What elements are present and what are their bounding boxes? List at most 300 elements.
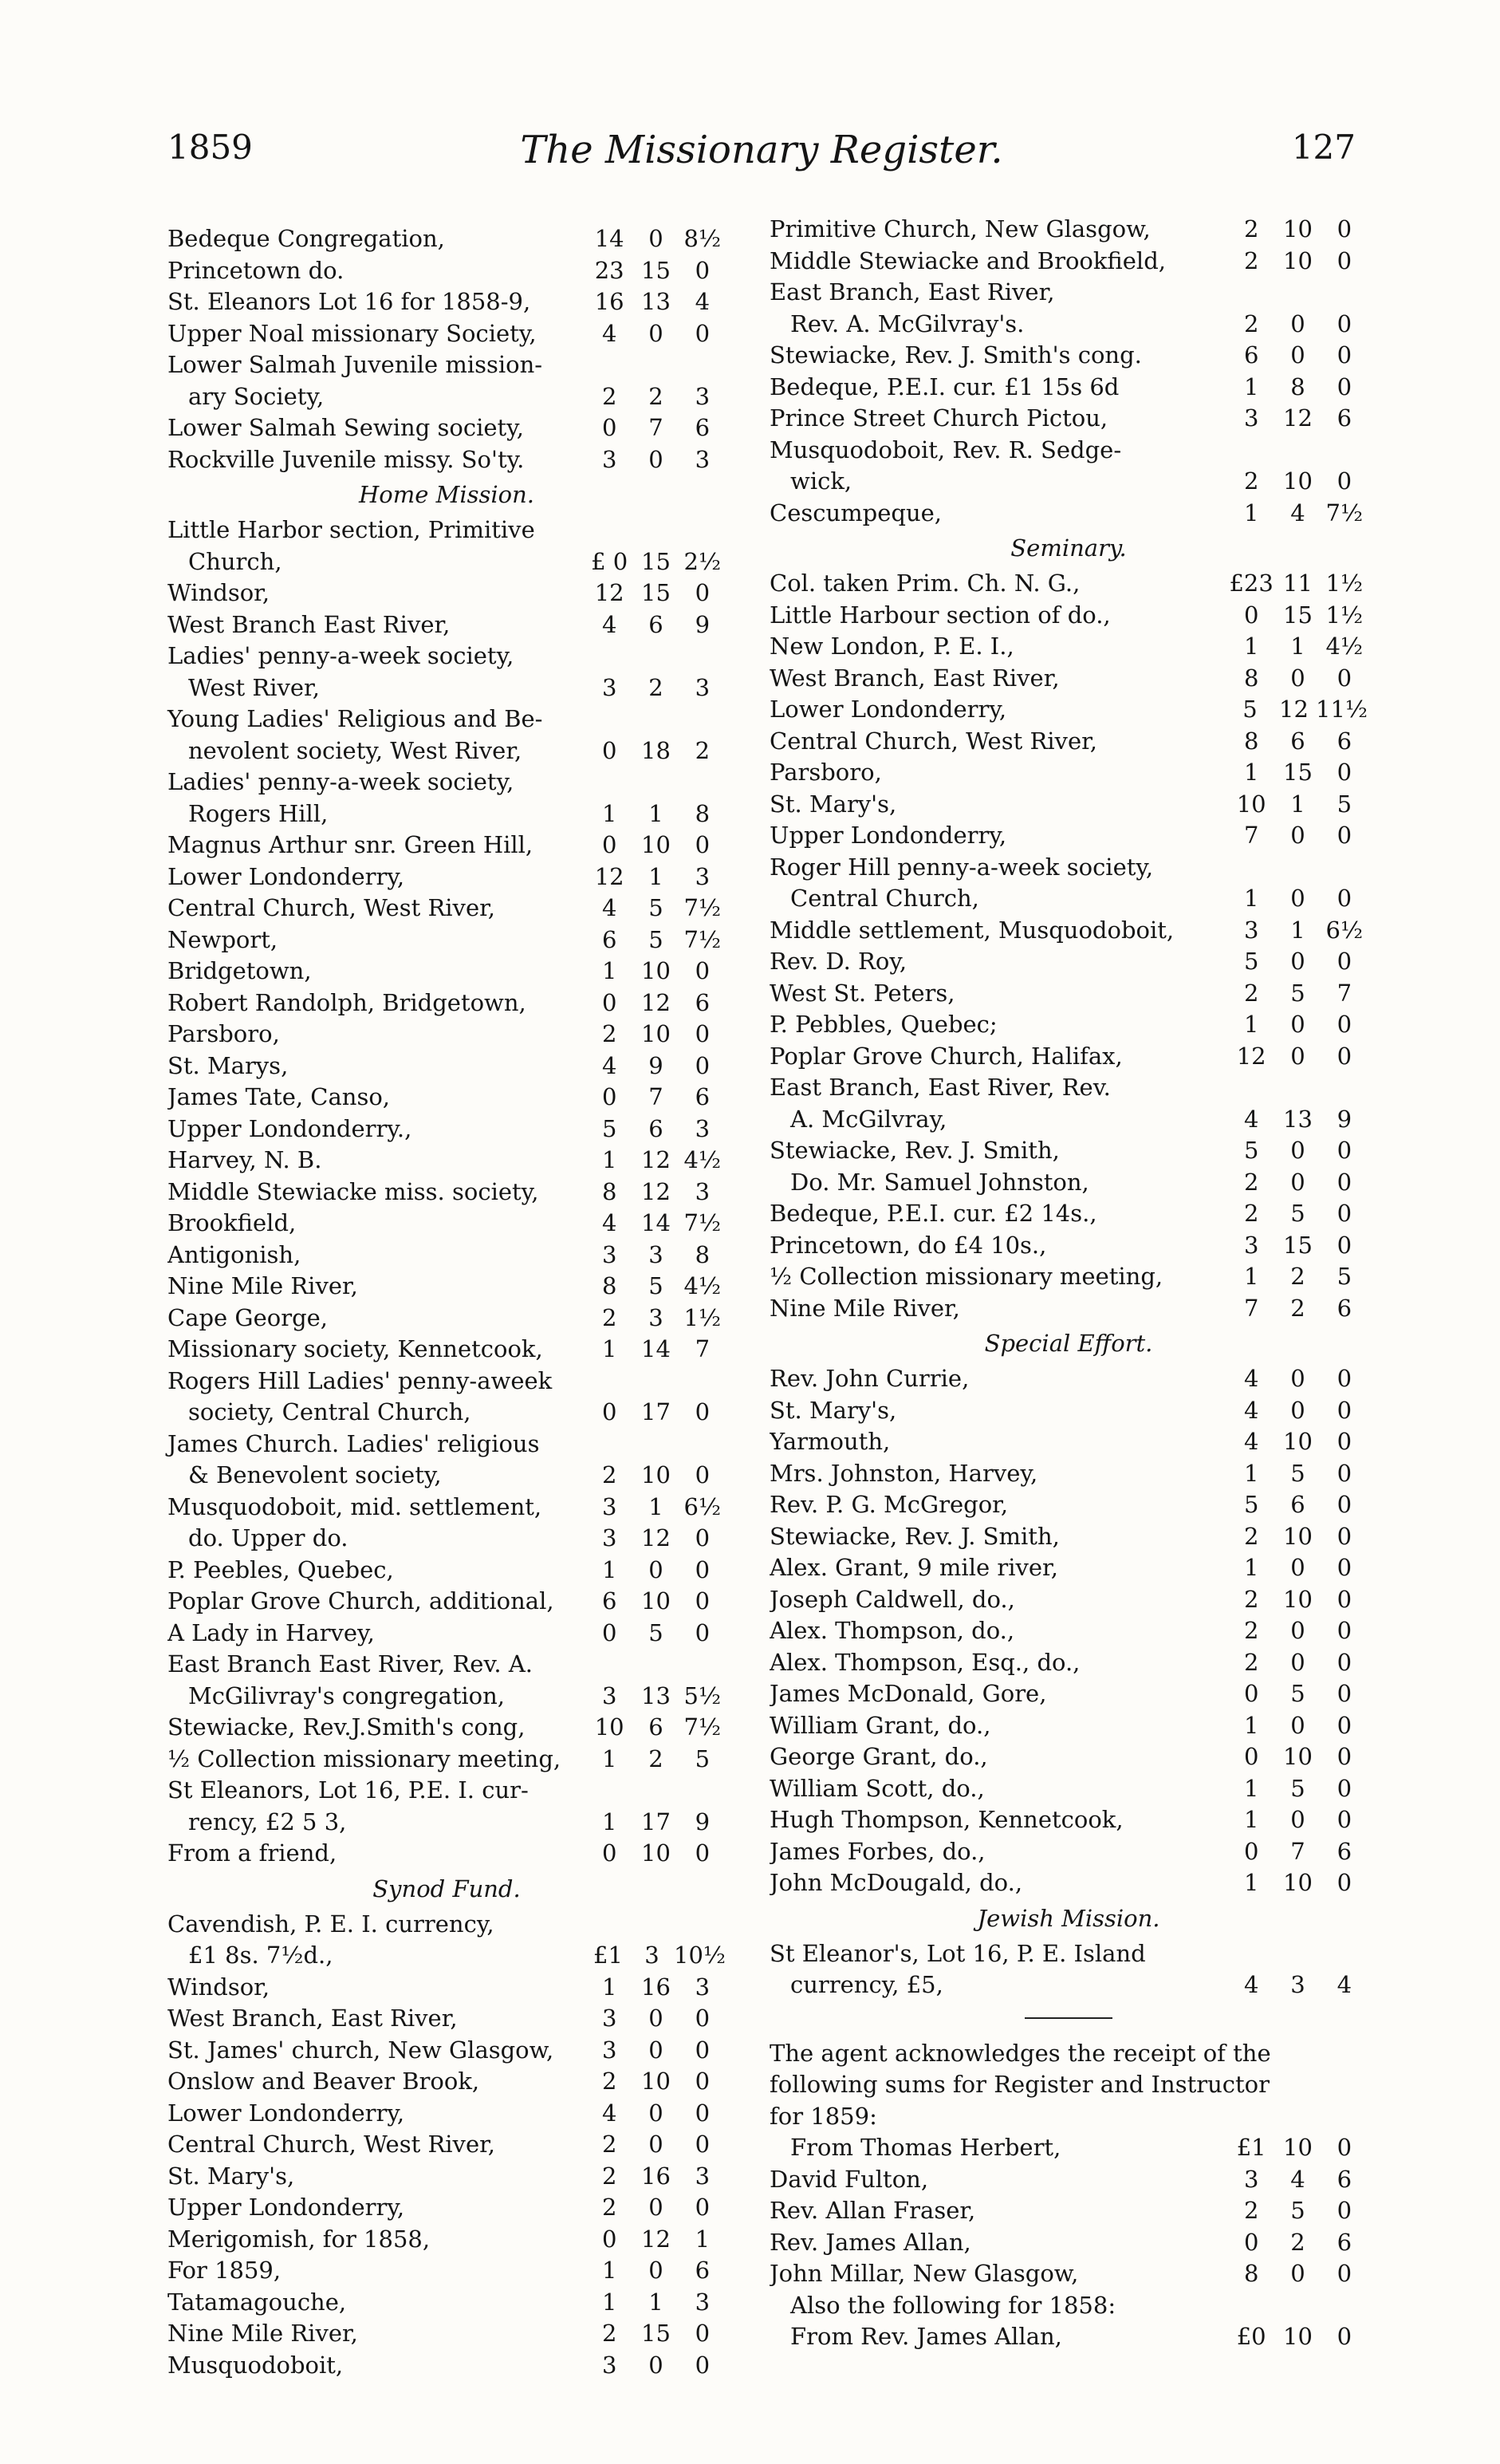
entry-amount — [1228, 631, 1368, 663]
entry-row — [167, 2255, 726, 2287]
entry-label: Stewiacke, Rev. J. Smith, — [770, 1137, 1060, 1164]
amount-pounds: 14 — [594, 225, 624, 252]
entry-amount — [586, 1051, 726, 1082]
entry-amount — [586, 546, 726, 578]
entry-label: Do. Mr. Samuel Johnston, — [790, 1168, 1089, 1196]
amount-pounds: 3 — [601, 673, 617, 701]
amount-shillings: 5 — [648, 894, 663, 921]
entry-amount — [586, 609, 726, 641]
amount-pounds: £23 — [1229, 570, 1274, 597]
entry-line: James Church. Ladies' religious — [167, 1429, 540, 1457]
amount-pence: 0 — [695, 2131, 711, 2158]
amount-pounds: 4 — [601, 2099, 617, 2127]
amount-pounds: 4 — [1243, 1428, 1259, 1455]
amount-pence: 5 — [1337, 790, 1352, 818]
amount-pence: 0 — [1337, 341, 1352, 369]
entry-label: William Grant, do., — [770, 1711, 991, 1739]
entry-amount — [1228, 1584, 1368, 1616]
amount-shillings: 12 — [641, 1146, 671, 1173]
amount-pounds: 1 — [601, 1808, 617, 1835]
amount-pence: 3 — [695, 862, 711, 890]
entry-amount — [586, 2192, 726, 2224]
amount-shillings: 12 — [641, 1524, 671, 1551]
entry-amount — [586, 1114, 726, 1145]
amount-shillings: 0 — [648, 225, 663, 252]
amount-pence: 0 — [695, 2099, 711, 2127]
amount-pounds: 0 — [1243, 1680, 1259, 1707]
section-heading: Seminary. — [1010, 534, 1127, 562]
entry-amount — [1228, 1293, 1368, 1325]
amount-shillings: 1 — [1290, 790, 1305, 818]
amount-shillings: 12 — [1283, 404, 1313, 432]
entry-label: St. Mary's, — [167, 2162, 295, 2190]
amount-pounds: 1 — [1243, 633, 1259, 660]
entry-amount — [586, 2350, 726, 2382]
amount-shillings: 4 — [1290, 499, 1305, 526]
entry-row — [167, 924, 726, 956]
entry-row — [770, 1104, 1368, 1136]
entry-amount — [586, 735, 726, 767]
entry-row — [167, 1940, 726, 1972]
entry-row — [167, 956, 726, 988]
amount-pounds: 2 — [1243, 979, 1259, 1007]
entry-label: Rev. James Allan, — [770, 2228, 971, 2256]
entry-row — [770, 1489, 1368, 1521]
entry-amount — [1228, 600, 1368, 632]
entry-row — [167, 1460, 726, 1492]
amount-shillings: 0 — [1290, 1168, 1305, 1196]
amount-pence: 0 — [695, 579, 711, 606]
amount-pence: 0 — [695, 831, 711, 858]
entry-amount — [586, 2035, 726, 2067]
entry-label: Rev. John Currie, — [770, 1365, 970, 1392]
amount-pounds: 2 — [601, 1303, 617, 1331]
entry-row — [770, 946, 1368, 978]
entry-amount — [1228, 1969, 1368, 2001]
amount-shillings: 0 — [648, 445, 663, 473]
entry-line: East Branch, East River, Rev. — [770, 1074, 1111, 1101]
entry-line: Ladies' penny-a-week society, — [167, 768, 514, 795]
amount-shillings: 15 — [1283, 1231, 1313, 1259]
amount-shillings: 15 — [641, 2320, 671, 2347]
entry-row — [167, 412, 726, 444]
entry-amount — [1228, 1261, 1368, 1293]
notice-line: following sums for Register and Instructor — [770, 2071, 1270, 2098]
entry-row — [167, 735, 726, 767]
entry-row — [770, 1261, 1368, 1293]
entry-row — [770, 978, 1368, 1010]
entry-line: Cavendish, P. E. I. currency, — [167, 1910, 494, 1938]
entry-amount — [1228, 789, 1368, 821]
amount-shillings: 0 — [1290, 1396, 1305, 1424]
entry-label: Bridgetown, — [167, 957, 312, 984]
amount-shillings: 5 — [648, 1618, 663, 1646]
amount-pence: 3 — [695, 2288, 711, 2316]
entry-amount — [586, 672, 726, 704]
amount-pounds: 3 — [601, 2036, 617, 2064]
amount-pence: 0 — [1337, 2197, 1352, 2224]
entry-amount — [586, 2098, 726, 2130]
entry-row — [770, 1836, 1368, 1868]
amount-pounds: 2 — [601, 2320, 617, 2347]
amount-shillings: 0 — [648, 2131, 663, 2158]
amount-pence: 0 — [1337, 1869, 1352, 1896]
amount-pounds: 0 — [601, 988, 617, 1016]
entry-row — [770, 1135, 1368, 1167]
entry-amount — [586, 1240, 726, 1271]
amount-pounds: £0 — [1236, 2323, 1266, 2350]
amount-pounds: 12 — [1236, 1042, 1266, 1070]
section-heading: Jewish Mission. — [977, 1904, 1160, 1932]
amount-shillings: 3 — [1290, 1971, 1305, 1998]
entry-row — [770, 568, 1368, 600]
entry-amount — [1228, 694, 1368, 726]
entry-label: Stewiacke, Rev. J. Smith's cong. — [770, 341, 1142, 369]
amount-shillings: 13 — [641, 1681, 671, 1709]
entry-label: James McDonald, Gore, — [770, 1680, 1047, 1707]
entry-amount — [1228, 340, 1368, 372]
entry-row — [167, 830, 726, 861]
amount-pounds: 1 — [1243, 1711, 1259, 1739]
amount-pence: 0 — [1337, 1711, 1352, 1739]
amount-shillings: 0 — [1290, 1137, 1305, 1164]
amount-shillings: 10 — [1283, 215, 1313, 242]
amount-shillings: 10 — [641, 2068, 671, 2095]
amount-pence: 9 — [1337, 1105, 1352, 1133]
entry-row — [770, 1293, 1368, 1325]
entry-amount — [586, 1838, 726, 1870]
amount-pounds: 2 — [1243, 467, 1259, 495]
entry-amount — [586, 286, 726, 318]
entry-amount — [1228, 1678, 1368, 1710]
amount-pence: 7 — [1337, 979, 1352, 1007]
entry-label: Alex. Grant, 9 mile river, — [770, 1554, 1058, 1581]
amount-pounds: 4 — [601, 894, 617, 921]
amount-shillings: 16 — [641, 1973, 671, 2001]
entry-row — [770, 309, 1368, 341]
amount-shillings: 2 — [648, 673, 663, 701]
amount-pounds: 8 — [601, 1272, 617, 1299]
entry-row — [770, 1395, 1368, 1427]
amount-shillings: 18 — [641, 736, 671, 764]
entry-row — [770, 2164, 1368, 2196]
amount-shillings: 0 — [1290, 1011, 1305, 1038]
amount-shillings: 6 — [1290, 1491, 1305, 1518]
entry-label: Mrs. Johnston, Harvey, — [770, 1459, 1038, 1487]
amount-pence: 0 — [695, 1398, 711, 1425]
amount-shillings: 3 — [644, 1942, 659, 1969]
amount-pounds: 3 — [601, 445, 617, 473]
entry-row — [770, 883, 1368, 915]
entry-amount — [586, 1523, 726, 1555]
amount-pence: 6 — [695, 414, 711, 441]
entry-label: do. Upper do. — [188, 1524, 348, 1551]
amount-pounds: 1 — [601, 2257, 617, 2284]
entry-row — [167, 798, 726, 830]
entry-label: Antigonish, — [167, 1240, 301, 1268]
amount-shillings: 2 — [1290, 1263, 1305, 1290]
amount-shillings: 7 — [648, 414, 663, 441]
amount-pence: 0 — [1337, 309, 1352, 337]
entry-line: East Branch, East River, — [770, 278, 1055, 306]
amount-pence: 0 — [1337, 1011, 1352, 1038]
entry-row — [167, 1492, 726, 1524]
amount-pounds: 2 — [601, 2162, 617, 2190]
entry-amount — [586, 861, 726, 893]
amount-pounds: 1 — [1243, 759, 1259, 786]
entry-label: West Branch East River, — [167, 610, 451, 638]
entry-amount — [586, 2287, 726, 2319]
entry-amount — [586, 798, 726, 830]
amount-pence: 0 — [1337, 1137, 1352, 1164]
amount-pounds: 4 — [1243, 1396, 1259, 1424]
entry-row — [167, 1334, 726, 1366]
entry-row — [770, 2321, 1368, 2353]
amount-pounds: 2 — [601, 1020, 617, 1047]
amount-shillings: 14 — [641, 1335, 671, 1362]
entry-row — [167, 1303, 726, 1335]
entry-row — [770, 498, 1368, 530]
amount-pounds: 4 — [601, 1209, 617, 1236]
entry-label: Bedeque Congregation, — [167, 225, 445, 252]
entry-label: Nine Mile River, — [167, 2320, 358, 2347]
notice-line: Also the following for 1858: — [790, 2291, 1116, 2319]
amount-pence: 9 — [695, 1808, 711, 1835]
entry-amount — [1228, 1363, 1368, 1395]
right-column — [770, 214, 1368, 2353]
amount-pounds: 2 — [601, 2131, 617, 2158]
amount-pounds: 8 — [1243, 664, 1259, 692]
amount-shillings: 8 — [1290, 373, 1305, 400]
amount-pounds: 3 — [601, 2351, 617, 2379]
amount-shillings: 14 — [641, 1209, 671, 1236]
entry-label: & Benevolent society, — [188, 1461, 442, 1488]
amount-pounds: 1 — [601, 1973, 617, 2001]
amount-pence: 11½ — [1316, 696, 1368, 723]
entry-row — [770, 340, 1368, 372]
amount-pence: 6 — [1337, 1294, 1352, 1322]
amount-pounds: 1 — [601, 2288, 617, 2316]
entry-amount — [586, 255, 726, 287]
entry-row — [167, 2318, 726, 2350]
amount-shillings: 10 — [1283, 1869, 1313, 1896]
amount-pence: 1½ — [1325, 601, 1364, 629]
entry-row — [770, 372, 1368, 404]
amount-pence: 1 — [695, 2225, 711, 2253]
entry-label: James Tate, Canso, — [167, 1083, 391, 1110]
entry-row — [167, 1681, 726, 1713]
amount-pence: 3 — [695, 2162, 711, 2190]
entry-row — [770, 820, 1368, 852]
entry-amount — [586, 1303, 726, 1335]
amount-pence: 4½ — [1325, 633, 1364, 660]
amount-pence: 0 — [695, 2005, 711, 2032]
amount-pounds: 2 — [1243, 1617, 1259, 1644]
entry-label: St. Mary's, — [770, 1396, 897, 1424]
entry-line: Ladies' penny-a-week society, — [167, 642, 514, 669]
amount-shillings: 0 — [1290, 885, 1305, 912]
entry-amount — [1228, 1104, 1368, 1136]
entry-amount — [1228, 2321, 1368, 2353]
entry-amount — [586, 412, 726, 444]
amount-shillings: 12 — [1279, 696, 1309, 723]
entry-amount — [1228, 1135, 1368, 1167]
amount-pence: 0 — [1337, 1200, 1352, 1227]
entry-row — [167, 546, 726, 578]
amount-shillings: 10 — [1283, 1585, 1313, 1613]
entry-row — [167, 1523, 726, 1555]
entry-row — [770, 214, 1368, 246]
entry-amount — [586, 381, 726, 413]
amount-shillings: 9 — [648, 1051, 663, 1079]
entry-amount — [586, 1177, 726, 1208]
entry-label: Prince Street Church Pictou, — [770, 404, 1108, 432]
amount-pounds: 2 — [1243, 1200, 1259, 1227]
amount-shillings: 5 — [1290, 1200, 1305, 1227]
entry-amount — [586, 1397, 726, 1429]
amount-pounds: 8 — [601, 1177, 617, 1205]
entry-amount — [1228, 1041, 1368, 1073]
amount-pence: 0 — [695, 1020, 711, 1047]
amount-shillings: 5 — [1290, 1774, 1305, 1802]
entry-row — [167, 286, 726, 318]
entry-amount — [586, 2161, 726, 2193]
entry-label: P. Pebbles, Quebec; — [770, 1011, 998, 1038]
amount-pounds: 0 — [601, 1083, 617, 1110]
entry-amount — [586, 1082, 726, 1114]
amount-pence: 0 — [695, 2351, 711, 2379]
entry-amount — [1228, 883, 1368, 915]
amount-pence: 0 — [1337, 948, 1352, 975]
entry-label: ary Society, — [188, 382, 325, 410]
amount-pounds: 2 — [1243, 1648, 1259, 1676]
entry-row — [770, 1363, 1368, 1395]
amount-shillings: 15 — [1283, 759, 1313, 786]
entry-row — [167, 861, 726, 893]
entry-row — [770, 631, 1368, 663]
amount-pence: 0 — [1337, 1168, 1352, 1196]
amount-shillings: 0 — [1290, 1554, 1305, 1581]
entry-row — [167, 1555, 726, 1587]
entry-row — [770, 1009, 1368, 1041]
entry-amount — [586, 1744, 726, 1776]
entry-row — [167, 1208, 726, 1240]
entry-amount — [1228, 1741, 1368, 1773]
entry-row — [167, 1114, 726, 1145]
amount-pounds: 4 — [601, 1051, 617, 1079]
entry-row — [167, 1271, 726, 1303]
entry-label: Tatamagouche, — [167, 2288, 347, 2316]
amount-shillings: 0 — [1290, 1042, 1305, 1070]
entry-label: A Lady in Harvey, — [167, 1618, 375, 1646]
entry-amount — [586, 1972, 726, 2004]
amount-shillings: 5 — [1290, 1459, 1305, 1487]
amount-pounds: 7 — [1243, 822, 1259, 849]
entry-amount — [1228, 1804, 1368, 1836]
entry-amount — [1228, 915, 1368, 947]
entry-row — [167, 672, 726, 704]
amount-pounds: 1 — [601, 1745, 617, 1772]
amount-pence: 0 — [695, 1839, 711, 1867]
amount-pounds: 1 — [601, 1335, 617, 1362]
entry-amount — [1228, 1230, 1368, 1262]
amount-shillings: 10 — [1283, 2134, 1313, 2161]
entry-amount — [586, 1492, 726, 1524]
entry-label: St. Marys, — [167, 1051, 289, 1079]
amount-shillings: 0 — [1290, 822, 1305, 849]
entry-row — [770, 1647, 1368, 1679]
entry-row — [167, 1972, 726, 2004]
amount-pence: 4 — [695, 288, 711, 315]
amount-pence: 6½ — [1325, 916, 1364, 944]
entry-line: Young Ladies' Religious and Be- — [167, 705, 543, 732]
entry-label: nevolent society, West River, — [188, 736, 522, 764]
amount-shillings: 7 — [648, 1083, 663, 1110]
amount-pounds: 6 — [601, 1587, 617, 1614]
amount-pence: 8½ — [683, 225, 722, 252]
amount-pence: 0 — [1337, 1585, 1352, 1613]
amount-shillings: 15 — [1283, 601, 1313, 629]
amount-pence: 0 — [1337, 1365, 1352, 1392]
amount-pence: 0 — [695, 2194, 711, 2221]
amount-pence: 3 — [695, 1114, 711, 1142]
amount-pence: 0 — [1337, 2134, 1352, 2161]
amount-pounds: 5 — [1243, 1137, 1259, 1164]
entry-row — [167, 2287, 726, 2319]
amount-pence: 0 — [695, 957, 711, 984]
entry-amount — [1228, 1836, 1368, 1868]
entry-label: West Branch, East River, — [167, 2005, 458, 2032]
entry-label: Yarmouth, — [770, 1428, 891, 1455]
entry-amount — [586, 893, 726, 924]
entry-label: Poplar Grove Church, additional, — [167, 1587, 554, 1614]
amount-pounds: 2 — [601, 382, 617, 410]
entry-amount — [586, 2224, 726, 2256]
entry-row — [167, 1618, 726, 1650]
entry-amount — [1228, 568, 1368, 600]
entry-row — [770, 403, 1368, 435]
entry-amount — [586, 988, 726, 1019]
amount-pounds: 5 — [601, 1114, 617, 1142]
entry-amount — [586, 956, 726, 988]
notice-line: for 1859: — [770, 2102, 877, 2130]
amount-pence: 4½ — [683, 1146, 722, 1173]
entry-amount — [586, 830, 726, 861]
amount-pence: 0 — [695, 256, 711, 284]
amount-shillings: 0 — [1290, 1365, 1305, 1392]
entry-amount — [1228, 1773, 1368, 1805]
amount-pounds: 10 — [1236, 790, 1266, 818]
amount-shillings: 2 — [648, 1745, 663, 1772]
entry-amount — [1228, 1521, 1368, 1553]
entry-amount — [1228, 1867, 1368, 1899]
entry-label: Cape George, — [167, 1303, 329, 1331]
entry-label: Stewiacke, Rev.J.Smith's cong, — [167, 1713, 526, 1741]
amount-pence: 0 — [1337, 1491, 1352, 1518]
amount-pounds: 0 — [601, 414, 617, 441]
amount-pence: 7½ — [683, 925, 722, 953]
entry-amount — [1228, 1426, 1368, 1458]
entry-amount — [586, 318, 726, 350]
amount-pence: 0 — [695, 1461, 711, 1488]
header-title: The Missionary Register. — [520, 128, 1003, 172]
entry-label: Princetown, do £4 10s., — [770, 1231, 1047, 1259]
amount-shillings: 0 — [1290, 1617, 1305, 1644]
amount-pounds: 0 — [601, 1618, 617, 1646]
entry-amount — [1228, 246, 1368, 278]
entry-label: John McDougald, do., — [770, 1869, 1023, 1896]
amount-pence: 6 — [695, 2257, 711, 2284]
